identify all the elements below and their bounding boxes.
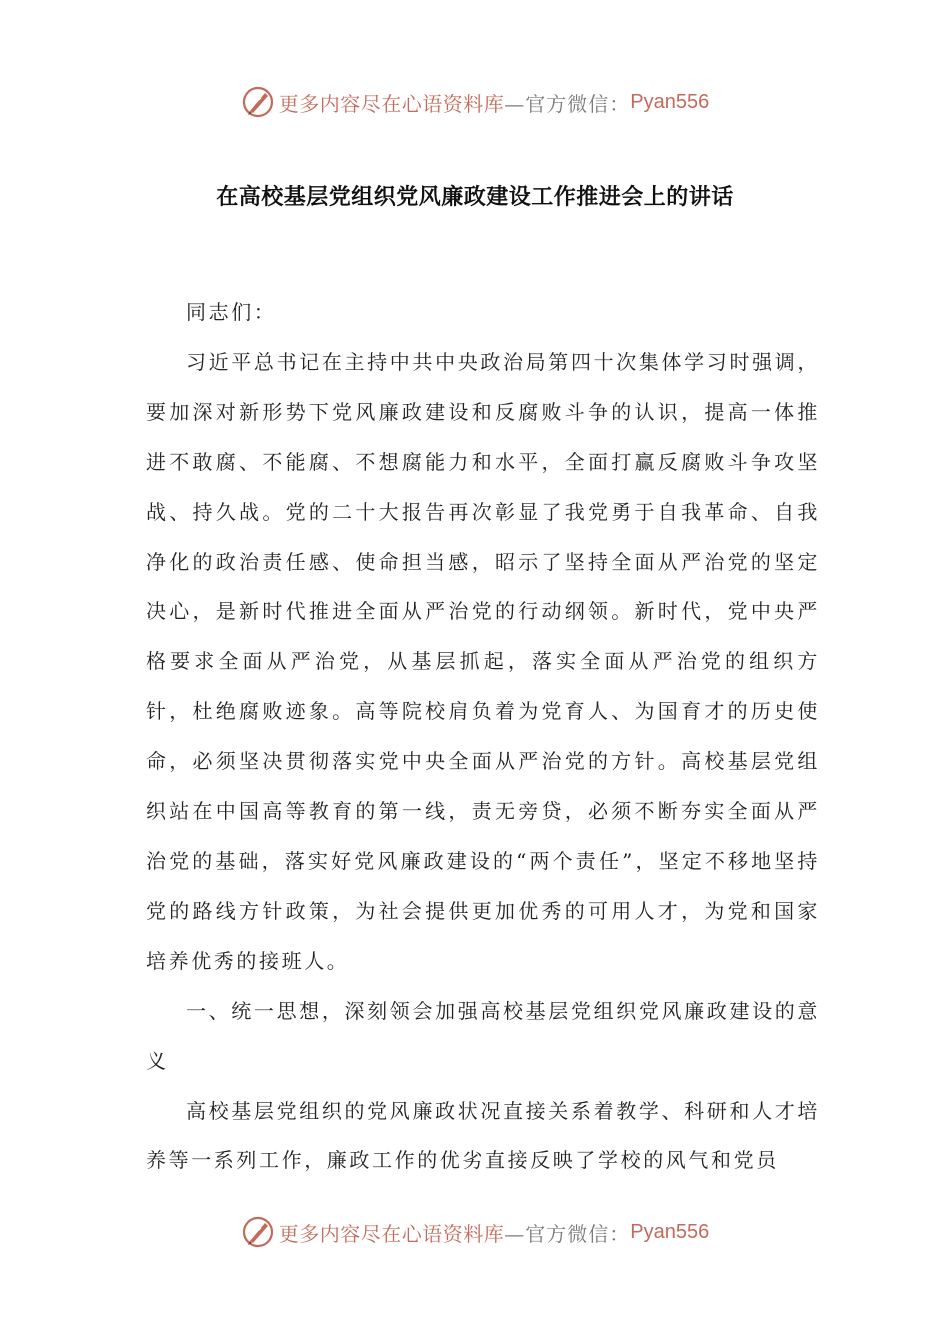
- watermark-site-text: 更多内容尽在心语资料库: [278, 1221, 505, 1246]
- quill-logo-icon: [241, 85, 275, 119]
- watermark-wechat-label: —官方微信：: [504, 1221, 631, 1246]
- document-body: [146, 288, 820, 1186]
- body-paragraph-2: 高校基层党组织的党风廉政状况直接关系着教学、科研和人才培养等一系列工作，廉政工作的优劣直接反映了学校的风气和党员: [146, 1098, 820, 1173]
- watermark-banner-top: [0, 82, 950, 122]
- document-title: 在高校基层党组织党风廉政建设工作推进会上的讲话: [216, 185, 734, 210]
- section-heading-1: 一、统一思想，深刻领会加强高校基层党组织党风廉政建设的意义: [146, 998, 820, 1073]
- watermark-wechat-id: Pyan556: [630, 1220, 710, 1243]
- watermark-wechat-id: Pyan556: [630, 90, 710, 113]
- salutation: 同志们：: [186, 300, 277, 324]
- quill-logo-icon: [241, 1215, 275, 1249]
- watermark-banner-bottom: [0, 1212, 950, 1252]
- watermark-site-text: 更多内容尽在心语资料库: [278, 91, 505, 116]
- body-paragraph-1: 习近平总书记在主持中共中央政治局第四十次集体学习时强调，要加深对新形势下党风廉政建设和反腐败斗争的认识，提高一体推进不敢腐、不能腐、不想腐能力和水平，全面打赢反腐败斗争攻坚战、持久战。党的二十大报告再次彰显了我党勇于自我革命、自我净化的政治责任感、使命担当感，昭示了坚持全面从严治党的坚定决心，是新时代推进全面从严治党的行动纲领。新时代，党中央严格要求全面从严治党，从基层抓起，落实全面从严治党的组织方针，杜绝腐败迹象。高等院校肩负着为党育人、为国育才的历史使命，必须坚决贯彻落实党中央全面从严治党的方针。高校基层党组织站在中国高等教育的第一线，责无旁贷，必须不断夯实全面从严治党的基础，落实好党风廉政建设的“两个责任”，坚定不移地坚持党的路线方针政策，为社会提供更加优秀的可用人才，为党和国家培养优秀的接班人。: [146, 349, 820, 973]
- watermark-wechat-label: —官方微信：: [504, 91, 631, 116]
